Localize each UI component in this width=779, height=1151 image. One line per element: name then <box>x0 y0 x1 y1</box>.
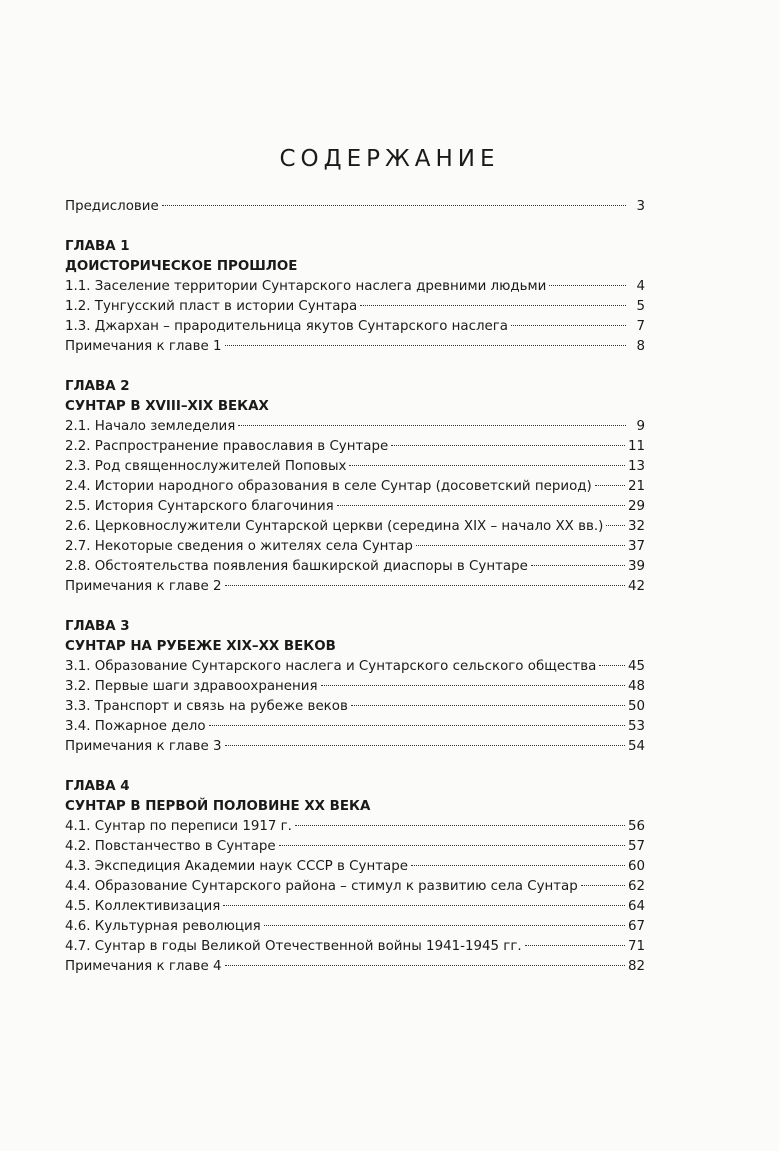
toc-entry-label: 1.1. Заселение территории Сунтарского наслега древними людьми <box>65 279 547 294</box>
toc-entry-page: 57 <box>627 839 645 854</box>
dot-leader <box>391 445 625 446</box>
toc-entry-label: 3.3. Транспорт и связь на рубеже веков <box>65 699 348 714</box>
toc-entry <box>65 437 645 457</box>
dot-leader <box>531 565 625 566</box>
toc-entry-label: 4.5. Коллективизация <box>65 899 221 914</box>
toc-entry-page: 56 <box>627 819 645 834</box>
page-title: СОДЕРЖАНИЕ <box>279 146 500 172</box>
chapter-block <box>65 617 645 757</box>
dot-leader <box>511 325 626 326</box>
dot-leader <box>209 725 625 726</box>
chapter-name: СУНТАР В ПЕРВОЙ ПОЛОВИНЕ XX ВЕКА <box>65 799 371 814</box>
toc-entry <box>65 477 645 497</box>
chapter-list <box>65 237 645 977</box>
toc-entry-label: Примечания к главе 2 <box>65 579 222 594</box>
toc-entry-label: 2.1. Начало земледелия <box>65 419 236 434</box>
chapter-name: СУНТАР НА РУБЕЖЕ XIX–XX ВЕКОВ <box>65 639 336 654</box>
toc-entry-label: 3.2. Первые шаги здравоохранения <box>65 679 318 694</box>
toc-entry <box>65 277 645 297</box>
toc-entry-page: 48 <box>627 679 645 694</box>
toc-entry-label: 2.2. Распространение православия в Сунтаре <box>65 439 389 454</box>
toc-entry <box>65 317 645 337</box>
toc-entry-label: 4.3. Экспедиция Академии наук СССР в Сунтаре <box>65 859 408 874</box>
toc-entry-label: Примечания к главе 1 <box>65 339 222 354</box>
dot-leader <box>581 885 625 886</box>
toc-entry <box>65 937 645 957</box>
toc-entry-page: 50 <box>627 699 645 714</box>
dot-leader <box>223 905 625 906</box>
toc-entry-page: 45 <box>627 659 645 674</box>
toc-entry <box>65 297 645 317</box>
toc-entry-page: 11 <box>627 439 645 454</box>
toc-entry <box>65 457 645 477</box>
toc-entry-preface <box>65 197 645 217</box>
dot-leader <box>411 865 625 866</box>
toc-entry-label: 4.2. Повстанчество в Сунтаре <box>65 839 276 854</box>
dot-leader <box>595 485 625 486</box>
chapter-heading: ГЛАВА 1 <box>65 239 130 254</box>
chapter-block <box>65 777 645 977</box>
toc-entry-page: 3 <box>636 199 645 214</box>
dot-leader <box>525 945 625 946</box>
toc-entry <box>65 817 645 837</box>
dot-leader <box>349 465 624 466</box>
toc-entry <box>65 897 645 917</box>
toc-entry-page: 4 <box>636 279 645 294</box>
toc-entry-page: 7 <box>636 319 645 334</box>
toc-entry-label: 4.6. Культурная революция <box>65 919 261 934</box>
toc-entry <box>65 677 645 697</box>
toc-entry-page: 13 <box>627 459 645 474</box>
table-of-contents <box>65 197 645 977</box>
toc-entry-page: 9 <box>636 419 645 434</box>
dot-leader <box>599 665 625 666</box>
toc-entry-label: 2.8. Обстоятельства появления башкирской диаспоры в Сунтаре <box>65 559 528 574</box>
toc-entry-label: Примечания к главе 3 <box>65 739 222 754</box>
toc-entry-label: 3.1. Образование Сунтарского наслега и Сунтарского сельского общества <box>65 659 597 674</box>
toc-entry-label: 2.5. История Сунтарского благочиния <box>65 499 334 514</box>
toc-entry <box>65 537 645 557</box>
toc-entry <box>65 497 645 517</box>
toc-entry <box>65 737 645 757</box>
dot-leader <box>549 285 626 286</box>
toc-entry-page: 71 <box>627 939 645 954</box>
toc-entry-label: Примечания к главе 4 <box>65 959 222 974</box>
toc-entry-page: 32 <box>627 519 645 534</box>
toc-entry-label: 2.6. Церковнослужители Сунтарской церкви (середина XIX – начало XX вв.) <box>65 519 604 534</box>
dot-leader <box>225 965 625 966</box>
dot-leader <box>351 705 625 706</box>
toc-entry <box>65 517 645 537</box>
toc-entry-page: 29 <box>627 499 645 514</box>
toc-entry-label: 4.1. Сунтар по переписи 1917 г. <box>65 819 292 834</box>
toc-entry-page: 64 <box>627 899 645 914</box>
chapter-heading: ГЛАВА 3 <box>65 619 130 634</box>
toc-entry-label: 2.3. Род священнослужителей Поповых <box>65 459 347 474</box>
toc-entry-page: 21 <box>627 479 645 494</box>
dot-leader <box>225 345 626 346</box>
toc-entry <box>65 917 645 937</box>
toc-entry <box>65 417 645 437</box>
toc-entry-label: 4.4. Образование Сунтарского района – стимул к развитию села Сунтар <box>65 879 578 894</box>
toc-entry-label: 1.3. Джархан – прародительница якутов Сунтарского наслега <box>65 319 509 334</box>
dot-leader <box>279 845 625 846</box>
toc-entry <box>65 877 645 897</box>
dot-leader <box>606 525 625 526</box>
toc-entry-label: Предисловие <box>65 199 159 214</box>
chapter-heading: ГЛАВА 4 <box>65 779 130 794</box>
toc-entry-page: 60 <box>627 859 645 874</box>
dot-leader <box>225 745 625 746</box>
chapter-block <box>65 377 645 597</box>
toc-entry-label: 2.4. Истории народного образования в селе Сунтар (досоветский период) <box>65 479 592 494</box>
toc-entry-page: 53 <box>627 719 645 734</box>
toc-entry-page: 37 <box>627 539 645 554</box>
chapter-heading: ГЛАВА 2 <box>65 379 130 394</box>
dot-leader <box>238 425 626 426</box>
dot-leader <box>360 305 626 306</box>
toc-entry-label: 1.2. Тунгусский пласт в истории Сунтара <box>65 299 358 314</box>
toc-entry <box>65 577 645 597</box>
toc-entry-page: 62 <box>627 879 645 894</box>
toc-entry-label: 4.7. Сунтар в годы Великой Отечественной войны 1941-1945 гг. <box>65 939 522 954</box>
toc-entry-page: 8 <box>636 339 645 354</box>
dot-leader <box>162 205 626 206</box>
toc-entry <box>65 857 645 877</box>
dot-leader <box>416 545 625 546</box>
toc-entry <box>65 697 645 717</box>
toc-entry-page: 82 <box>627 959 645 974</box>
dot-leader <box>295 825 625 826</box>
chapter-name: ДОИСТОРИЧЕСКОЕ ПРОШЛОЕ <box>65 259 298 274</box>
toc-entry-page: 5 <box>636 299 645 314</box>
dot-leader <box>264 925 625 926</box>
toc-entry <box>65 337 645 357</box>
toc-entry-page: 42 <box>627 579 645 594</box>
toc-entry <box>65 557 645 577</box>
toc-entry-label: 3.4. Пожарное дело <box>65 719 206 734</box>
toc-entry <box>65 717 645 737</box>
toc-entry-page: 39 <box>627 559 645 574</box>
chapter-name: СУНТАР В XVIII–XIX ВЕКАХ <box>65 399 269 414</box>
dot-leader <box>225 585 625 586</box>
toc-entry-page: 67 <box>627 919 645 934</box>
toc-entry <box>65 657 645 677</box>
toc-entry <box>65 837 645 857</box>
dot-leader <box>337 505 625 506</box>
toc-entry <box>65 957 645 977</box>
dot-leader <box>321 685 625 686</box>
chapter-block <box>65 237 645 357</box>
toc-entry-page: 54 <box>627 739 645 754</box>
toc-entry-label: 2.7. Некоторые сведения о жителях села Сунтар <box>65 539 413 554</box>
